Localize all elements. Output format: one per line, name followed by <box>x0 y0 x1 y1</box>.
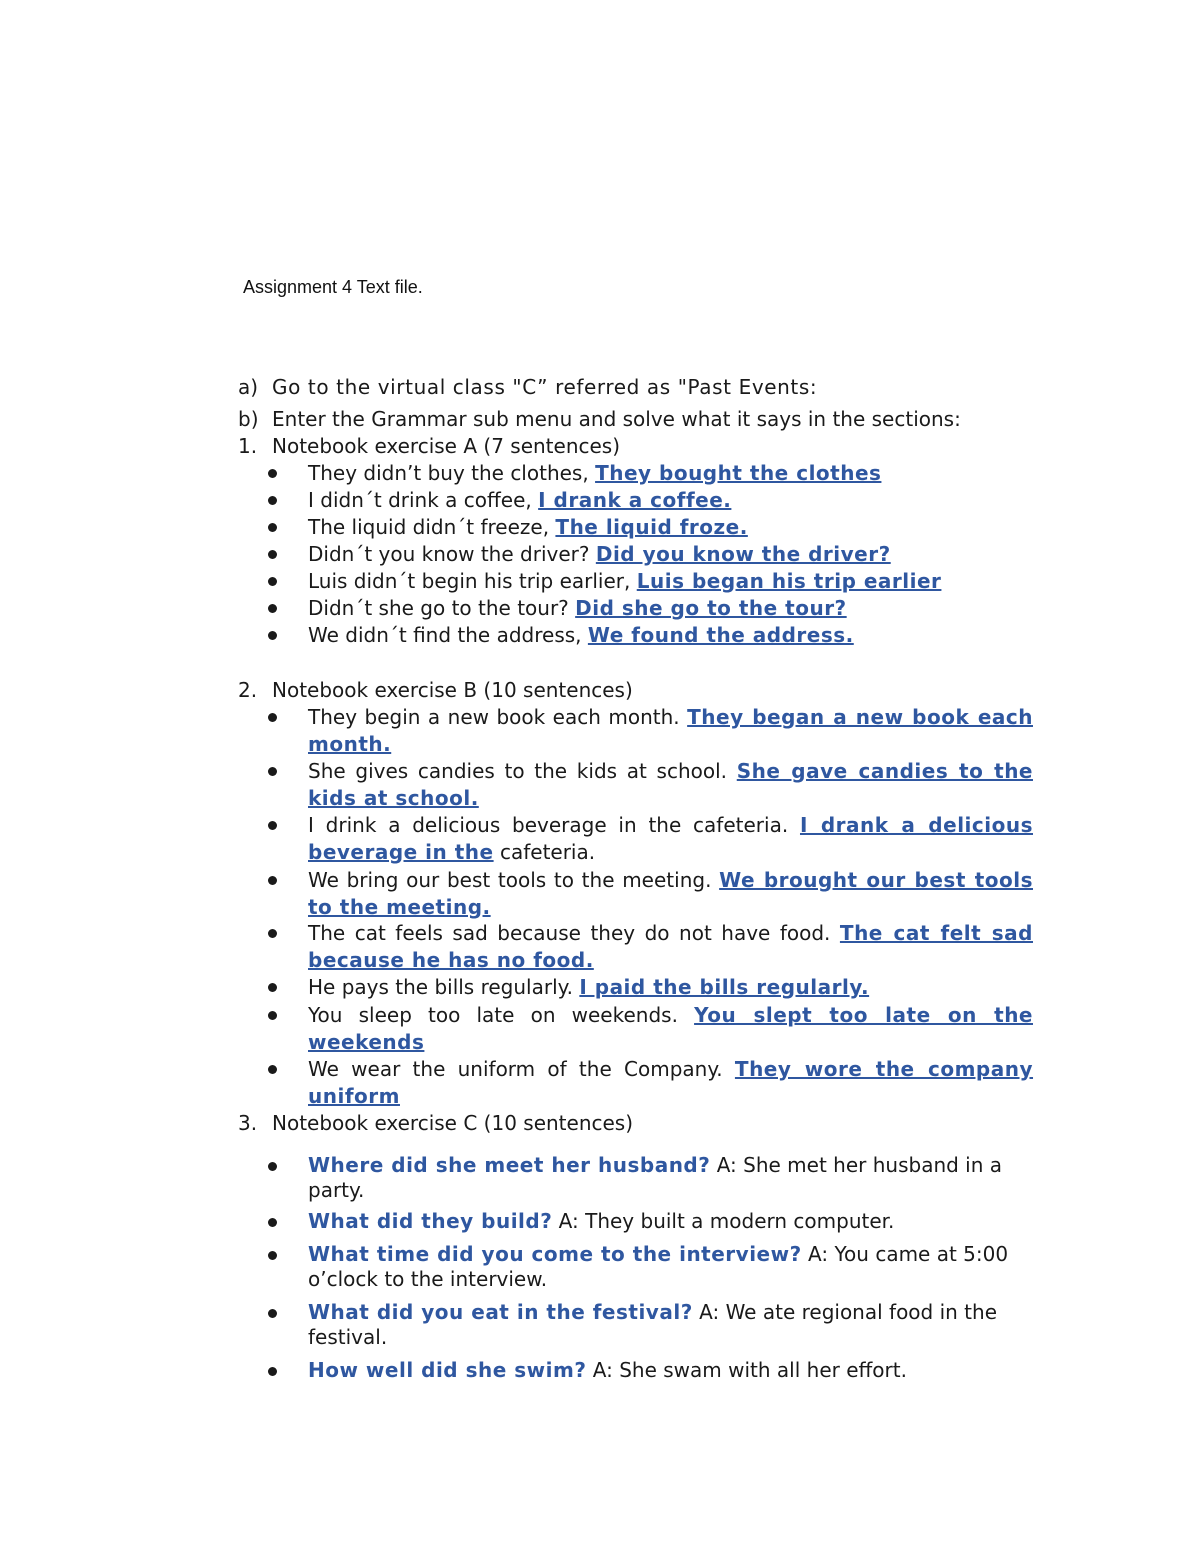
section-heading-c: Notebook exercise C (10 sentences) <box>272 1111 634 1135</box>
item-question: How well did she swim? <box>308 1358 587 1382</box>
intro-item-b: Enter the Grammar sub menu and solve what it says in the sections: <box>272 407 961 431</box>
list-item <box>308 487 1033 514</box>
item-question: What did they build? <box>308 1209 553 1233</box>
section-marker-1: 1. <box>238 434 258 458</box>
item-prompt: We wear the uniform of the Company. <box>308 1057 735 1081</box>
item-answer: Did she go to the tour? <box>575 596 847 620</box>
list-item <box>308 1153 1018 1203</box>
item-tail: cafeteria. <box>493 840 596 864</box>
item-answer: I paid the bills regularly. <box>579 975 870 999</box>
bullet-icon <box>268 767 277 776</box>
item-question: What did you eat in the festival? <box>308 1300 693 1324</box>
bullet-icon <box>268 1309 277 1318</box>
item-prompt: Didn´t you know the driver? <box>308 542 596 566</box>
item-prompt: The liquid didn´t freeze, <box>308 515 556 539</box>
item-answer: The liquid froze. <box>555 515 748 539</box>
item-prompt: I didn´t drink a coffee, <box>308 488 539 512</box>
item-answer: Luis began his trip earlier <box>636 569 942 593</box>
item-answer: I drank a coffee. <box>538 488 732 512</box>
item-prompt: We bring our best tools to the meeting. <box>308 868 720 892</box>
bullet-icon <box>268 550 277 559</box>
document-title: Assignment 4 Text file. <box>243 277 423 297</box>
bullet-icon <box>268 469 277 478</box>
bullet-icon <box>268 929 277 938</box>
item-prompt: Didn´t she go to the tour? <box>308 596 576 620</box>
list-item <box>308 704 1033 758</box>
item-prompt: The cat feels sad because they do not have food. <box>308 921 840 945</box>
item-prompt: I drink a delicious beverage in the cafeteria. <box>308 813 800 837</box>
item-question: Where did she meet her husband? <box>308 1153 711 1177</box>
bullet-icon <box>268 876 277 885</box>
section-marker-3: 3. <box>238 1111 258 1135</box>
list-item <box>308 541 1033 568</box>
bullet-icon <box>268 604 277 613</box>
list-item <box>308 758 1033 812</box>
bullet-icon <box>268 496 277 505</box>
bullet-icon <box>268 523 277 532</box>
bullet-icon <box>268 1218 277 1227</box>
section-heading-a: Notebook exercise A (7 sentences) <box>272 434 621 458</box>
list-item <box>308 1056 1033 1110</box>
item-answer: Did you know the driver? <box>595 542 891 566</box>
list-item <box>308 568 1033 595</box>
list-item <box>308 622 1033 649</box>
list-item <box>308 514 1033 541</box>
section-heading-b: Notebook exercise B (10 sentences) <box>272 678 633 702</box>
list-marker-a: a) <box>238 375 259 399</box>
bullet-icon <box>268 1065 277 1074</box>
item-answer: We brought our best tools to the meeting. <box>308 868 1033 919</box>
list-item <box>308 974 1033 1001</box>
item-answer: You slept too late on the weekends <box>308 1003 1033 1054</box>
bullet-icon <box>268 713 277 722</box>
item-prompt: We didn´t find the address, <box>308 623 588 647</box>
item-reply: A: We ate regional food in the festival. <box>308 1300 998 1349</box>
section-marker-2: 2. <box>238 678 258 702</box>
item-answer: I drank a delicious beverage in the <box>308 813 1033 864</box>
intro-item-a: Go to the virtual class "C” referred as "Past Events: <box>272 375 818 399</box>
item-reply: A: She met her husband in a party. <box>308 1153 1003 1202</box>
bullet-icon <box>268 1162 277 1171</box>
list-item <box>308 920 1033 974</box>
item-answer: The cat felt sad because he has no food. <box>308 921 1033 972</box>
item-question: What time did you come to the interview? <box>308 1242 802 1266</box>
bullet-icon <box>268 1251 277 1260</box>
item-answer: They wore the company uniform <box>308 1057 1034 1108</box>
list-item <box>308 1209 1018 1234</box>
list-item <box>308 1358 1018 1383</box>
item-prompt: They didn’t buy the clothes, <box>308 461 596 485</box>
item-answer: They began a new book each month. <box>308 705 1033 756</box>
bullet-icon <box>268 1011 277 1020</box>
item-answer: We found the address. <box>587 623 854 647</box>
bullet-icon <box>268 631 277 640</box>
bullet-icon <box>268 821 277 830</box>
list-marker-b: b) <box>238 407 259 431</box>
bullet-icon <box>268 983 277 992</box>
bullet-icon <box>268 577 277 586</box>
item-answer: They bought the clothes <box>595 461 882 485</box>
item-prompt: You sleep too late on weekends. <box>308 1003 695 1027</box>
list-item <box>308 1242 1018 1292</box>
bullet-icon <box>268 1367 277 1376</box>
item-prompt: She gives candies to the kids at school. <box>308 759 737 783</box>
item-reply: A: You came at 5:00 o’clock to the interview. <box>308 1242 1009 1291</box>
list-item <box>308 1002 1033 1056</box>
item-reply: A: She swam with all her effort. <box>586 1358 907 1382</box>
list-item <box>308 595 1033 622</box>
item-prompt: He pays the bills regularly. <box>308 975 580 999</box>
item-prompt: They begin a new book each month. <box>308 705 688 729</box>
list-item <box>308 812 1033 866</box>
list-item <box>308 867 1033 921</box>
list-item <box>308 1300 1018 1350</box>
item-reply: A: They built a modern computer. <box>552 1209 895 1233</box>
item-prompt: Luis didn´t begin his trip earlier, <box>308 569 637 593</box>
item-answer: She gave candies to the kids at school. <box>308 759 1033 810</box>
list-item <box>308 460 1033 487</box>
